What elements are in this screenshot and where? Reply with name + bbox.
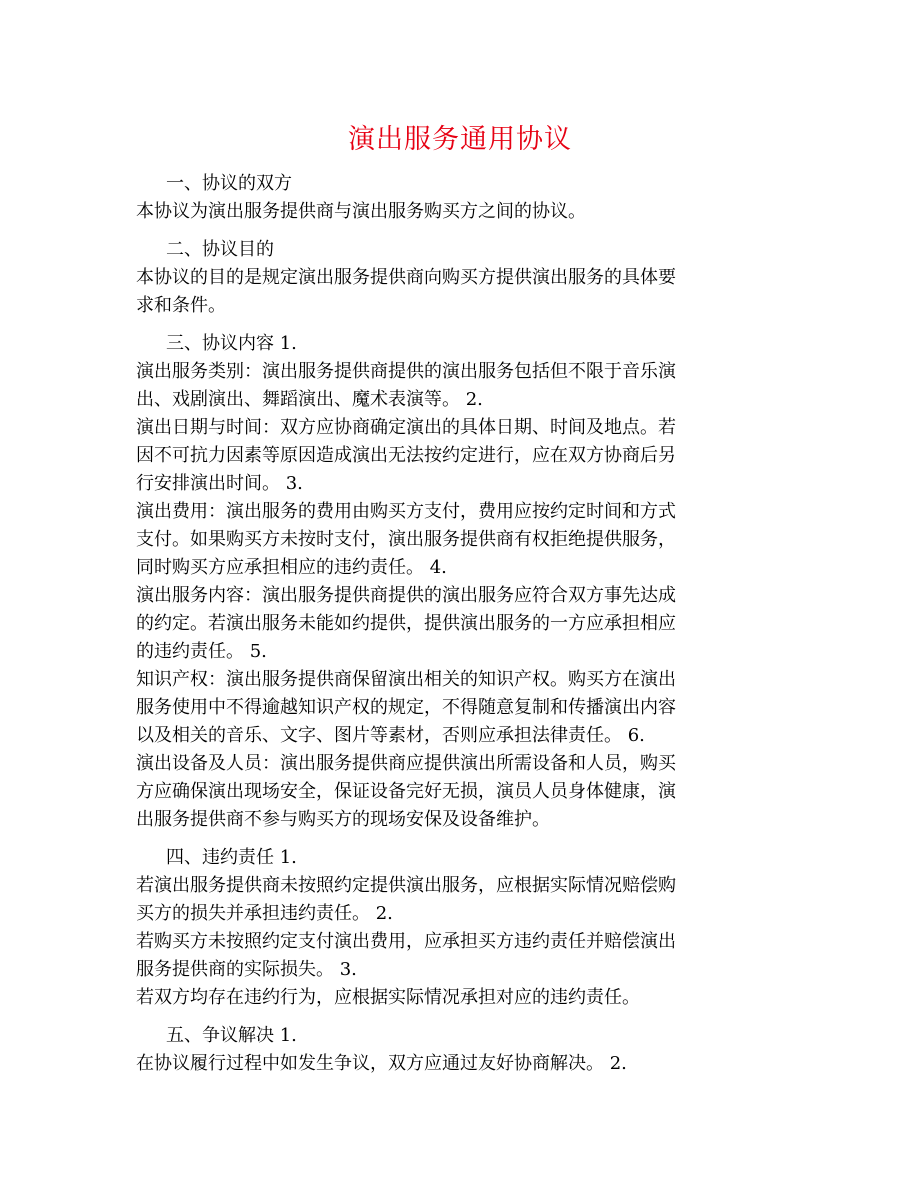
section-heading: 五、争议解决 1. bbox=[166, 1025, 297, 1046]
section-paragraph: 若演出服务提供商未按照约定提供演出服务，应根据实际情况赔偿购 买方的损失并承担违约责任。 2. 若购买方未按照约定支付演出费用，应承担买方违约责任并赔偿演出 服务提供商的实际损失。 3. 若双方均存在违约行为，应根据实际情况承担对应的违约责任。 bbox=[136, 875, 676, 1008]
section-purpose bbox=[136, 236, 776, 320]
section-paragraph: 本协议为演出服务提供商与演出服务购买方之间的协议。 bbox=[136, 201, 586, 222]
section-paragraph: 本协议的目的是规定演出服务提供商向购买方提供演出服务的具体要 求和条件。 bbox=[136, 267, 676, 316]
section-paragraph: 在协议履行过程中如发生争议，双方应通过友好协商解决。 2. bbox=[136, 1053, 627, 1074]
section-heading: 一、协议的双方 bbox=[166, 173, 292, 194]
section-dispute bbox=[136, 1022, 776, 1078]
section-liability bbox=[136, 844, 776, 1012]
section-content bbox=[136, 330, 776, 834]
document-body bbox=[136, 170, 776, 1078]
section-heading: 二、协议目的 bbox=[166, 239, 274, 260]
section-heading: 四、违约责任 1. bbox=[166, 847, 297, 868]
section-paragraph: 演出服务类别：演出服务提供商提供的演出服务包括但不限于音乐演 出、戏剧演出、舞蹈演出、魔术表演等。 2. 演出日期与时间：双方应协商确定演出的具体日期、时间及地点。若 因不可抗力因素等原因造成演出无法按约定进行，应在双方协商后另 行安排演出时间。 3. 演出费用：演出服务的费用由购买方支付，费用应按约定时间和方式 支付。如果购买方未按时支付，演出服务提供商有权拒绝提供服务， 同时购买方应承担相应的违约责任。 4. 演出服务内容：演出服务提供商提供的演出服务应符合双方事先达成 的约定。若演出服务未能如约提供，提供演出服务的一方应承担相应 的违约责任。 5. 知识产权：演出服务提供商保留演出相关的知识产权。购买方在演出 服务使用中不得逾越知识产权的规定，不得随意复制和传播演出内容 以及相关的音乐、文字、图片等素材，否则应承担法律责任。 6. 演出设备及人员：演出服务提供商应提供演出所需设备和人员，购买 方应确保演出现场安全，保证设备完好无损，演员人员身体健康，演 出服务提供商不参与购买方的现场安保及设备维护。 bbox=[136, 361, 676, 830]
document-title: 演出服务通用协议 bbox=[348, 124, 572, 155]
section-heading: 三、协议内容 1. bbox=[166, 333, 297, 354]
section-parties bbox=[136, 170, 776, 226]
